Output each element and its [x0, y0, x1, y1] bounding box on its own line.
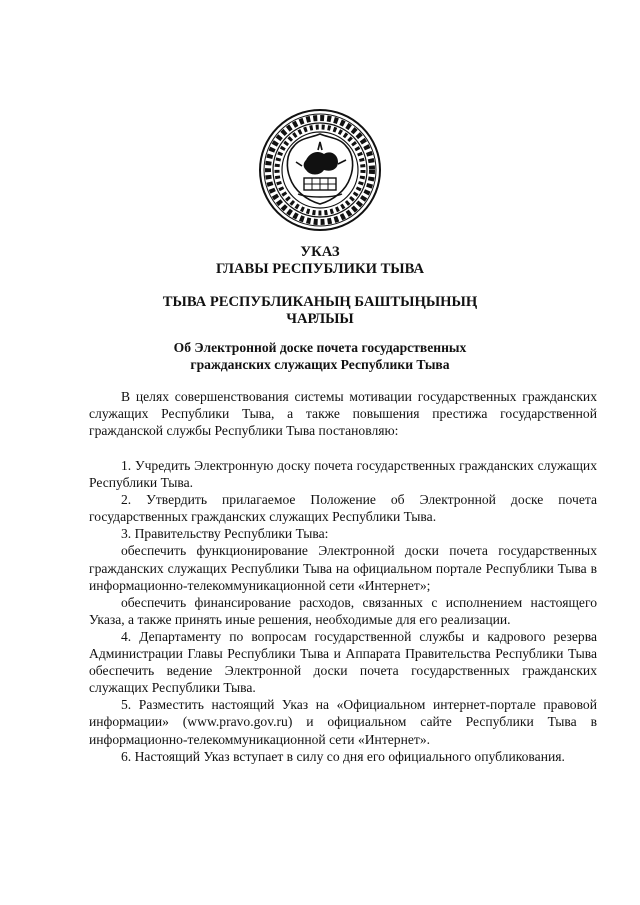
- paragraph-6: 6. Настоящий Указ вступает в силу со дня его официального опубликования.: [121, 748, 565, 764]
- decree-subject-line1: Об Электронной доске почета государственных: [173, 340, 467, 355]
- paragraph-4: 4. Департаменту по вопросам государственной службы и кадрового резерва Администрации Главы Республики Тыва и Аппарата Правительства Республики Тыва обеспечить ведение Электронной доски почета государственных гражданских служащих Республики Тыва.: [89, 628, 597, 696]
- preamble-text: В целях совершенствования системы мотивации государственных гражданских служащих Республики Тыва, а также повышения престижа государственной гражданской службы Республики Тыва постановляю:: [89, 389, 597, 439]
- tuva-coat-of-arms-icon: [258, 108, 382, 232]
- decree-issuer: ГЛАВЫ РЕСПУБЛИКИ ТЫВА: [216, 261, 424, 277]
- paragraph-1: 1. Учредить Электронную доску почета государственных гражданских служащих Республики Тыва.: [89, 458, 597, 491]
- paragraph-3-item-1: обеспечить функционирование Электронной доски почета государственных гражданских служащих Республики Тыва на официальном портале Республики Тыва в информационно-телекоммуникационной сети «Интернет»;: [89, 543, 597, 593]
- decree-title: УКАЗ: [300, 244, 340, 260]
- decree-body: [89, 457, 597, 765]
- preamble: [89, 388, 597, 439]
- paragraph-3-item-2: обеспечить финансирование расходов, связанных с исполнением настоящего Указа, а также принять иные решения, необходимые для его реализации.: [89, 594, 597, 627]
- paragraph-3: 3. Правительству Республики Тыва:: [121, 526, 329, 542]
- paragraph-2: 2. Утвердить прилагаемое Положение об Электронной доске почета государственных гражданских служащих Республики Тыва.: [89, 492, 597, 525]
- decree-subject-line2: гражданских служащих Республики Тыва: [190, 357, 450, 372]
- decree-title-tyva: ТЫВА РЕСПУБЛИКАНЫҢ БАШТЫҢЫНЫҢ: [162, 294, 478, 310]
- decree-title-tyva-line2: ЧАРЛЫЫ: [286, 311, 354, 327]
- paragraph-5: 5. Разместить настоящий Указ на «Официальном интернет-портале правовой информации» (www.pravo.gov.ru) и официальном сайте Республики Тыва в информационно-телекоммуникационной сети «Интернет».: [89, 697, 597, 747]
